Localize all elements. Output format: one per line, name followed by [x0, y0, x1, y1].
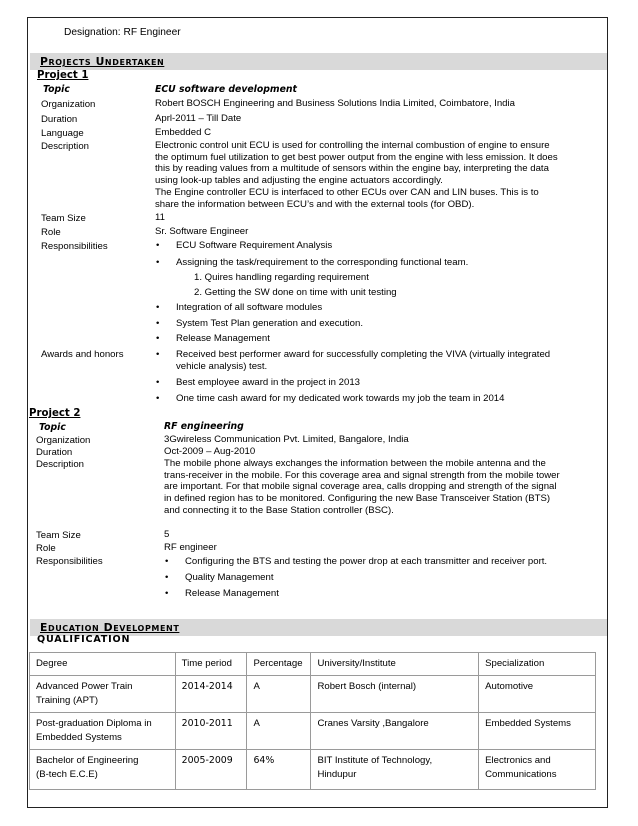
project2-responsibilities-label: Responsibilities: [36, 556, 103, 567]
table-row: [30, 676, 596, 713]
percentage-cell: A: [247, 713, 311, 750]
project1-organization: Robert BOSCH Engineering and Business Solutions India Limited, Coimbatore, India: [155, 98, 515, 109]
project2-duration: Oct-2009 – Aug-2010: [164, 446, 256, 457]
project2-topic: RF engineering: [164, 421, 244, 432]
description-line: this by reading values from a multitude of sensors within the engine bay, interpreting the data: [155, 163, 549, 175]
specialization-cell: Electronics and Communications: [479, 750, 596, 790]
bullet-icon: •: [156, 318, 160, 329]
description-line: using look-up tables and adjusting the engine actuators accordingly.: [155, 175, 443, 187]
project2-role-label: Role: [36, 543, 56, 554]
description-line: the optimum fuel utilization to get best power output from the engine with less emission. It does: [155, 151, 558, 163]
bullet-icon: •: [156, 393, 160, 404]
project1-language-label: Language: [41, 128, 84, 139]
project1-topic-label: Topic: [43, 84, 70, 95]
header-cell: Percentage: [247, 653, 311, 676]
education-section-title: Education Development: [40, 621, 180, 634]
specialization-cell: Automotive: [479, 676, 596, 713]
project2-role: RF engineer: [164, 542, 217, 553]
bullet-icon: •: [165, 572, 169, 583]
description-line: are important. For that mobile signal coverage area, calls dropping and strength of the signal: [164, 481, 557, 493]
degree-cell: Advanced Power Train Training (APT): [30, 676, 176, 713]
designation-line: Designation: RF Engineer: [64, 27, 181, 38]
project1-role-label: Role: [41, 227, 61, 238]
project1-team-size: 11: [155, 212, 165, 223]
institute-cell: BIT Institute of Technology, Hindupur: [311, 750, 479, 790]
percentage-cell: A: [247, 676, 311, 713]
qualification-label: QUALIFICATION: [37, 634, 131, 645]
table-row: [30, 750, 596, 790]
description-line: in defined region has to be monitored. Configuring the new Base Transceiver Station (BTS): [164, 493, 551, 505]
degree-cell: Bachelor of Engineering (B-tech E.C.E): [30, 750, 176, 790]
projects-section-title: Projects Undertaken: [40, 55, 165, 68]
project2-description-label: Description: [36, 459, 84, 470]
project1-role: Sr. Software Engineer: [155, 226, 249, 237]
description-line: The mobile phone always exchanges the information between the mobile antenna and the: [164, 458, 546, 469]
period-cell: 2010-2011: [175, 713, 247, 750]
project1-heading: Project 1: [37, 70, 89, 81]
header-cell: Specialization: [479, 653, 596, 676]
bullet-icon: •: [156, 302, 160, 313]
project2-team-size: 5: [164, 529, 170, 540]
institute-cell: Cranes Varsity ,Bangalore: [311, 713, 479, 750]
header-cell: Degree: [30, 653, 176, 676]
project2-topic-label: Topic: [39, 422, 66, 433]
percentage-cell: 64%: [247, 750, 311, 790]
sub-list-item: 1. Quires handling regarding requirement: [194, 272, 369, 283]
table-row: [30, 713, 596, 750]
specialization-cell: Embedded Systems: [479, 713, 596, 750]
degree-cell: Post-graduation Diploma in Embedded Systems: [30, 713, 176, 750]
project1-duration: Aprl-2011 – Till Date: [155, 113, 242, 124]
institute-cell: Robert Bosch (internal): [311, 676, 479, 713]
header-cell: Time period: [175, 653, 247, 676]
project1-awards-label: Awards and honors: [41, 349, 124, 360]
bullet-icon: •: [156, 377, 160, 388]
project1-language: Embedded C: [155, 127, 211, 138]
project1-description: [155, 140, 598, 210]
table-header-row: [30, 653, 596, 676]
project2-duration-label: Duration: [36, 447, 73, 458]
project1-topic: ECU software development: [155, 84, 297, 95]
qualification-table: [29, 652, 596, 790]
bullet-icon: •: [165, 556, 169, 567]
project1-team-size-label: Team Size: [41, 213, 86, 224]
project2-heading: Project 2: [29, 408, 81, 419]
period-cell: 2005-2009: [175, 750, 247, 790]
project1-description-label: Description: [41, 141, 89, 152]
description-line: share the information between ECU’s and with the external tools (for OBD).: [155, 198, 475, 210]
period-cell: 2014-2014: [175, 676, 247, 713]
bullet-icon: •: [156, 257, 160, 268]
bullet-icon: •: [165, 588, 169, 599]
description-line: and connecting it to the Base Station controller (BSC).: [164, 504, 394, 516]
sub-list-item: 2. Getting the SW done on time with unit testing: [194, 287, 397, 298]
bullet-icon: •: [156, 333, 160, 344]
project1-organization-label: Organization: [41, 99, 96, 110]
bullet-icon: •: [156, 349, 160, 360]
description-line: The Engine controller ECU is interfaced to other ECUs over CAN and LIN buses. This is to: [155, 186, 539, 198]
project1-responsibilities-label: Responsibilities: [41, 241, 108, 252]
description-line: trans-receiver in the mobile. For this coverage area and signal strength from the mobile tower: [164, 469, 560, 481]
bullet-icon: •: [156, 240, 160, 251]
header-cell: University/Institute: [311, 653, 479, 676]
project1-duration-label: Duration: [41, 114, 78, 125]
project2-description: [164, 458, 596, 517]
description-line: Electronic control unit ECU is used for controlling the internal combustion of engine to ensure: [155, 140, 550, 151]
project2-team-size-label: Team Size: [36, 530, 81, 541]
project2-organization: 3Gwireless Communication Pvt. Limited, Bangalore, India: [164, 434, 409, 445]
project2-organization-label: Organization: [36, 435, 91, 446]
